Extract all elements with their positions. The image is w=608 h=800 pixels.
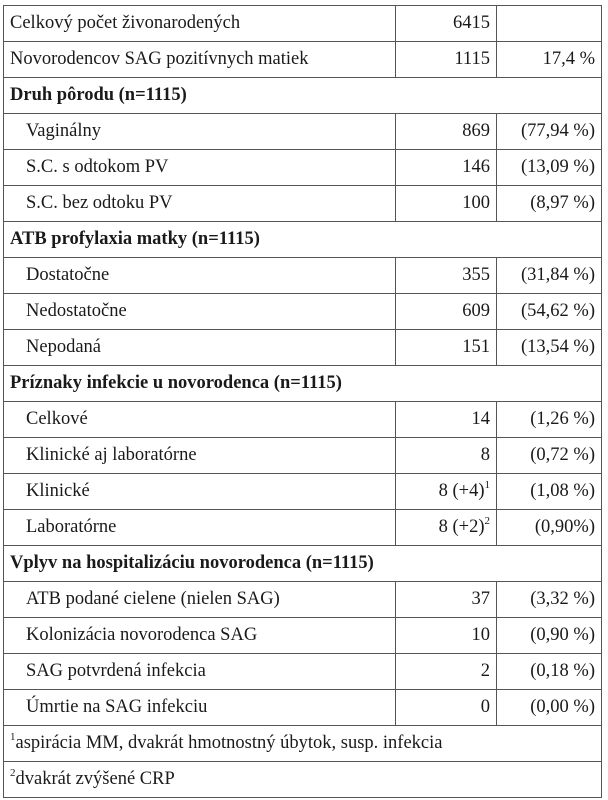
row-percent: (1,08 %) — [497, 474, 602, 510]
footnote-marker: 2 — [484, 514, 490, 527]
footnote-row — [4, 762, 602, 798]
row-percent — [497, 6, 602, 42]
section-title: Príznaky infekcie u novorodenca (n=1115) — [4, 366, 602, 402]
table-row — [4, 402, 602, 438]
row-value-text: 151 — [462, 337, 490, 357]
footnote-marker: 1 — [10, 730, 16, 743]
row-value — [396, 330, 497, 366]
footnote-marker: 2 — [10, 766, 16, 779]
section-header-row — [4, 366, 602, 402]
row-value — [396, 690, 497, 726]
row-value — [396, 618, 497, 654]
row-label: ATB podané cielene (nielen SAG) — [4, 582, 396, 618]
row-label: Laboratórne — [4, 510, 396, 546]
table-row — [4, 438, 602, 474]
row-percent: (13,09 %) — [497, 150, 602, 186]
row-percent: (0,90%) — [497, 510, 602, 546]
row-value — [396, 474, 497, 510]
row-value — [396, 582, 497, 618]
row-label: S.C. bez odtoku PV — [4, 186, 396, 222]
row-value — [396, 186, 497, 222]
row-value-text: 2 — [480, 661, 490, 681]
section-title: Druh pôrodu (n=1115) — [4, 78, 602, 114]
statistics-table — [3, 5, 602, 798]
row-label: Celkový počet živonarodených — [4, 6, 396, 42]
row-label: S.C. s odtokom PV — [4, 150, 396, 186]
footnote — [4, 726, 602, 762]
row-value-text: 0 — [480, 697, 490, 717]
section-header-row — [4, 546, 602, 582]
row-value-text: 8 (+2) — [438, 517, 485, 537]
section-title: ATB profylaxia matky (n=1115) — [4, 222, 602, 258]
row-percent: (13,54 %) — [497, 330, 602, 366]
section-header-row — [4, 78, 602, 114]
table-row — [4, 114, 602, 150]
row-percent: 17,4 % — [497, 42, 602, 78]
row-value-text: 609 — [462, 301, 490, 321]
section-header-row — [4, 222, 602, 258]
row-value — [396, 258, 497, 294]
row-percent: (77,94 %) — [497, 114, 602, 150]
row-value — [396, 510, 497, 546]
row-label: Vaginálny — [4, 114, 396, 150]
row-value-text: 146 — [462, 157, 490, 177]
row-value-text: 355 — [462, 265, 490, 285]
footnote — [4, 762, 602, 798]
statistics-table-body — [4, 6, 602, 798]
table-row — [4, 294, 602, 330]
table-row — [4, 618, 602, 654]
section-title: Vplyv na hospitalizáciu novorodenca (n=1115) — [4, 546, 602, 582]
row-label: Novorodencov SAG pozitívnych matiek — [4, 42, 396, 78]
row-percent: (0,00 %) — [497, 690, 602, 726]
row-label: Klinické aj laboratórne — [4, 438, 396, 474]
row-value-text: 10 — [471, 625, 490, 645]
row-label: Kolonizácia novorodenca SAG — [4, 618, 396, 654]
row-value: 1115 — [396, 42, 497, 78]
row-value — [396, 654, 497, 690]
footnote-row — [4, 726, 602, 762]
footnote-text: aspirácia MM, dvakrát hmotnostný úbytok, susp. infekcia — [15, 733, 443, 753]
row-percent: (31,84 %) — [497, 258, 602, 294]
footnote-marker: 1 — [484, 478, 490, 491]
row-value-text: 869 — [462, 121, 490, 141]
row-percent: (3,32 %) — [497, 582, 602, 618]
footnote-text: dvakrát zvýšené CRP — [15, 769, 175, 789]
row-label: Klinické — [4, 474, 396, 510]
row-percent: (54,62 %) — [497, 294, 602, 330]
row-value — [396, 150, 497, 186]
row-percent: (0,90 %) — [497, 618, 602, 654]
row-value — [396, 402, 497, 438]
row-percent: (0,18 %) — [497, 654, 602, 690]
row-value — [396, 114, 497, 150]
row-label: Celkové — [4, 402, 396, 438]
row-value — [396, 438, 497, 474]
row-label: SAG potvrdená infekcia — [4, 654, 396, 690]
row-value — [396, 294, 497, 330]
row-label: Nedostatočne — [4, 294, 396, 330]
row-value-text: 100 — [462, 193, 490, 213]
row-percent: (8,97 %) — [497, 186, 602, 222]
table-row — [4, 510, 602, 546]
row-value-text: 14 — [471, 409, 490, 429]
row-label: Úmrtie na SAG infekciu — [4, 690, 396, 726]
row-value-text: 8 — [480, 445, 490, 465]
table-row — [4, 654, 602, 690]
row-percent: (0,72 %) — [497, 438, 602, 474]
table-row — [4, 330, 602, 366]
table-row — [4, 690, 602, 726]
row-value-text: 8 (+4) — [438, 481, 485, 501]
table-row — [4, 258, 602, 294]
row-percent: (1,26 %) — [497, 402, 602, 438]
table-row — [4, 474, 602, 510]
row-label: Dostatočne — [4, 258, 396, 294]
table-row — [4, 6, 602, 42]
row-value-text: 37 — [471, 589, 490, 609]
table-row — [4, 42, 602, 78]
table-row — [4, 582, 602, 618]
row-value: 6415 — [396, 6, 497, 42]
table-row — [4, 186, 602, 222]
row-label: Nepodaná — [4, 330, 396, 366]
table-row — [4, 150, 602, 186]
